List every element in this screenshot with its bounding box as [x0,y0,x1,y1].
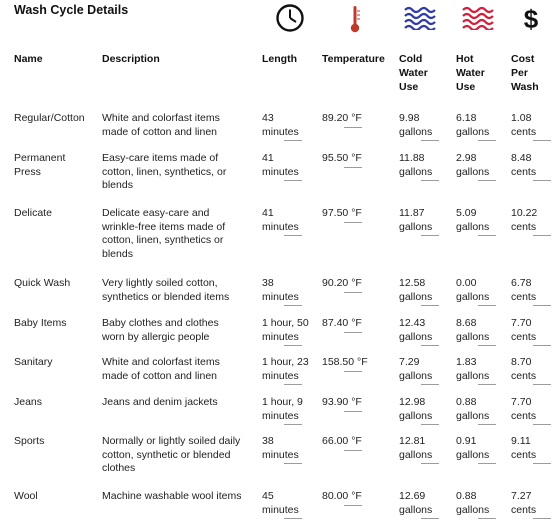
cell-underline [478,140,496,141]
cell-hot: 6.18 gallons [456,112,490,138]
cell-underline [421,518,439,519]
cell-name: Regular/Cotton [14,112,85,124]
clock-icon [275,3,305,33]
cell-description: Baby clothes and clothes worn by allergic people [102,317,219,343]
cell-cost: 7.70 cents [511,317,537,343]
cell-hot: 5.09 gallons [456,207,490,233]
cell-name: Baby Items [14,317,67,329]
cell-underline [533,463,551,464]
header-length: Length [262,53,297,65]
cell-length: 1 hour, 9 minutes [262,396,303,422]
cell-underline [533,305,551,306]
cell-underline [478,345,496,346]
cell-cold: 12.81 gallons [399,435,433,461]
cell-name: Permanent Press [14,152,66,178]
cell-cost: 8.70 cents [511,356,537,382]
cell-description: Jeans and denim jackets [102,396,218,408]
thermometer-icon [347,4,363,34]
cell-hot: 0.91 gallons [456,435,490,461]
cell-cost: 7.27 cents [511,490,537,516]
cell-length: 41 minutes [262,152,299,178]
cell-cost: 1.08 cents [511,112,537,138]
cell-temperature: 87.40 °F [322,317,362,329]
header-temperature: Temperature [322,53,385,65]
cell-temperature: 66.00 °F [322,435,362,447]
cell-underline [421,140,439,141]
cell-underline [344,450,362,451]
cell-underline [344,127,362,128]
cell-length: 38 minutes [262,277,299,303]
cell-underline [478,235,496,236]
cell-hot: 8.68 gallons [456,317,490,343]
header-cold-water-use: Cold Water Use [399,53,428,93]
cell-underline [533,140,551,141]
cell-length: 41 minutes [262,207,299,233]
cell-underline [533,345,551,346]
cell-underline [344,222,362,223]
cell-cost: 6.78 cents [511,277,537,303]
cell-temperature: 80.00 °F [322,490,362,502]
cell-name: Quick Wash [14,277,71,289]
cell-underline [421,345,439,346]
cell-hot: 0.00 gallons [456,277,490,303]
cell-underline [344,371,362,372]
cell-underline [344,505,362,506]
header-cost-per-wash: Cost Per Wash [511,53,539,93]
cell-underline [284,384,302,385]
cell-underline [284,518,302,519]
cell-underline [533,180,551,181]
cell-underline [478,384,496,385]
cell-length: 45 minutes [262,490,299,516]
cell-description: Very lightly soiled cotton, synthetics or blended items [102,277,230,303]
cell-cold: 7.29 gallons [399,356,433,382]
cell-underline [284,140,302,141]
cell-length: 38 minutes [262,435,299,461]
cell-underline [533,424,551,425]
cell-cost: 10.22 cents [511,207,538,233]
cell-length: 43 minutes [262,112,299,138]
cell-cold: 11.87 gallons [399,207,433,233]
cold-water-icon [404,6,436,30]
cell-description: Normally or lightly soiled daily cotton, synthetic or blended clothes [102,435,241,474]
svg-text:$: $ [523,4,539,33]
cell-underline [421,180,439,181]
hot-water-icon [462,6,494,30]
cell-underline [284,305,302,306]
cell-underline [421,235,439,236]
cell-temperature: 90.20 °F [322,277,362,289]
cell-underline [533,518,551,519]
cell-underline [421,463,439,464]
cell-underline [344,292,362,293]
cell-underline [421,305,439,306]
header-description: Description [102,53,160,65]
cell-underline [284,180,302,181]
cell-temperature: 158.50 °F [322,356,368,368]
cell-underline [533,384,551,385]
header-hot-water-use: Hot Water Use [456,53,485,93]
cell-description: White and colorfast items made of cotton and linen [102,356,220,382]
cell-temperature: 95.50 °F [322,152,362,164]
cell-cold: 12.43 gallons [399,317,433,343]
cell-name: Wool [14,490,38,502]
cell-hot: 1.83 gallons [456,356,490,382]
cell-hot: 0.88 gallons [456,490,490,516]
cell-underline [284,463,302,464]
cell-cost: 8.48 cents [511,152,537,178]
cell-hot: 2.98 gallons [456,152,490,178]
cell-description: Machine washable wool items [102,490,242,502]
dollar-icon [520,3,542,33]
page-title: Wash Cycle Details [14,3,129,17]
cell-cold: 11.88 gallons [399,152,433,178]
cell-length: 1 hour, 23 minutes [262,356,309,382]
cell-underline [284,345,302,346]
cell-temperature: 89.20 °F [322,112,362,124]
cell-name: Sports [14,435,45,447]
cell-underline [478,180,496,181]
cell-description: Delicate easy-care and wrinkle-free items made of cotton, linen, synthetics or blends [102,207,226,260]
cell-underline [478,424,496,425]
cell-cold: 12.58 gallons [399,277,433,303]
cell-description: White and colorfast items made of cotton and linen [102,112,220,138]
cell-underline [344,167,362,168]
cell-description: Easy-care items made of cotton, linen, synthetics, or blends [102,152,227,191]
cell-name: Delicate [14,207,52,219]
cell-name: Jeans [14,396,43,408]
cell-underline [478,463,496,464]
cell-underline [421,424,439,425]
cell-underline [344,332,362,333]
cell-cost: 7.70 cents [511,396,537,422]
cell-cold: 12.69 gallons [399,490,433,516]
cell-underline [533,235,551,236]
cell-hot: 0.88 gallons [456,396,490,422]
cell-cold: 12.98 gallons [399,396,433,422]
cell-underline [284,424,302,425]
cell-name: Sanitary [14,356,53,368]
cell-underline [344,411,362,412]
cell-underline [421,384,439,385]
cell-cost: 9.11 cents [511,435,537,461]
cell-underline [478,518,496,519]
cell-cold: 9.98 gallons [399,112,433,138]
cell-length: 1 hour, 50 minutes [262,317,309,343]
cell-underline [478,305,496,306]
cell-temperature: 93.90 °F [322,396,362,408]
header-name: Name [14,53,43,65]
cell-temperature: 97.50 °F [322,207,362,219]
cell-underline [284,235,302,236]
